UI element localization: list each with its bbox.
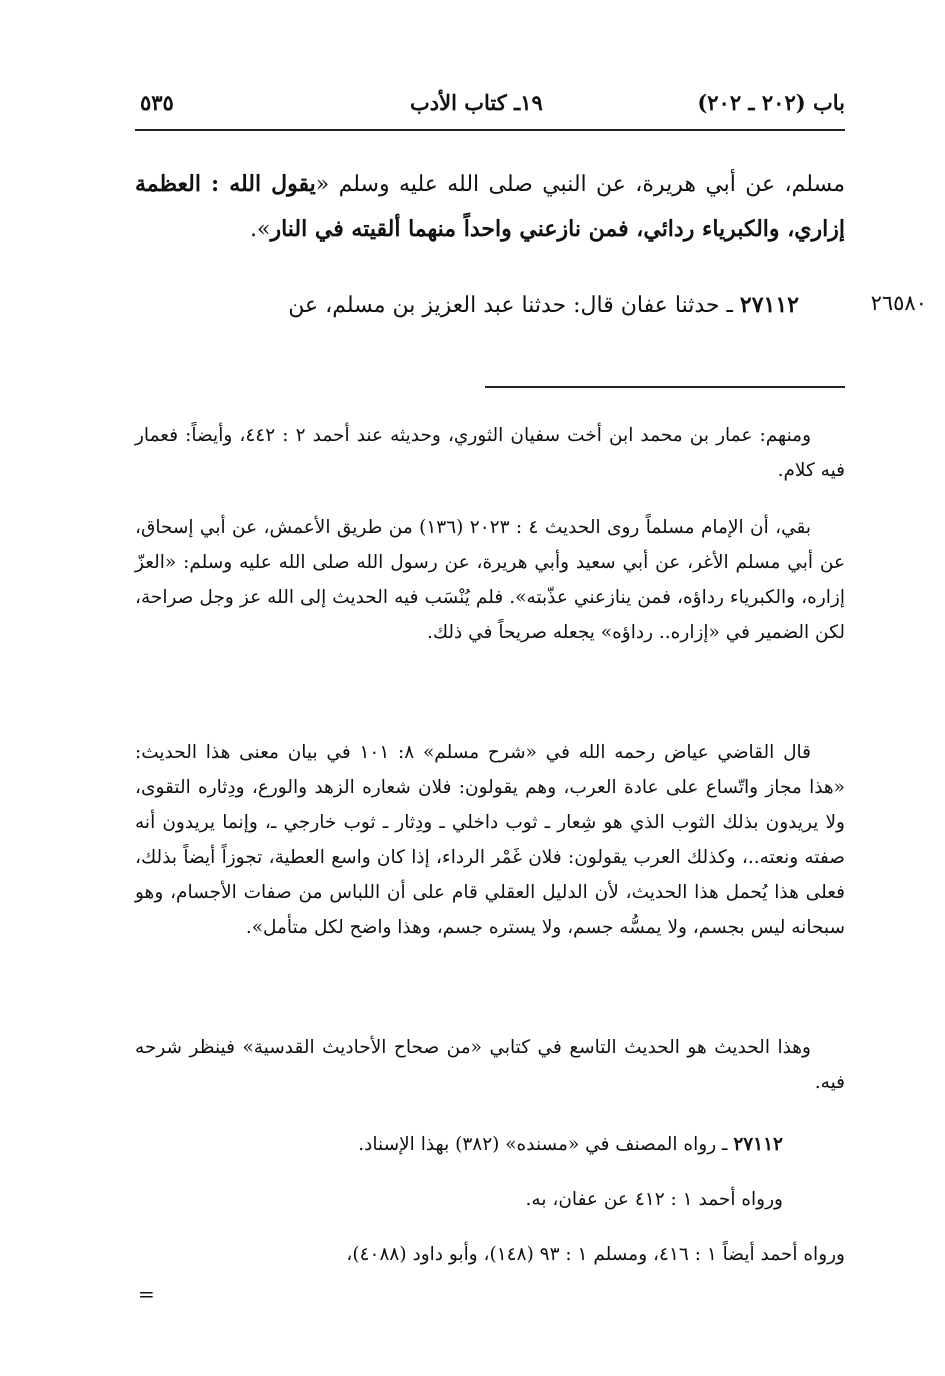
hadith-quote-close: ». bbox=[250, 217, 271, 242]
footnote-paragraph-4: وهذا الحديث هو الحديث التاسع في كتابي «من صحاح الأحاديث القدسية» فينظر شرحه فيه. bbox=[135, 1037, 845, 1093]
hadith-entry bbox=[135, 283, 845, 328]
footnote-paragraph-6: ورواه أحمد ١ : ٤١٢ عن عفان، به. bbox=[525, 1189, 783, 1210]
continuation-mark: = bbox=[138, 1282, 155, 1306]
footnote-source: ـ رواه المصنف في «مسنده» (٣٨٢) بهذا الإسناد. bbox=[358, 1134, 734, 1155]
footnote-separator bbox=[485, 386, 845, 388]
footnote-paragraph-5 bbox=[135, 1127, 845, 1162]
hadith-isnad: ـ حدثنا عفان قال: حدثنا عبد العزيز بن مسلم، عن bbox=[288, 293, 740, 318]
hadith-quote: يقول الله : العظمة إزاري، والكبرياء ردائي، فمن نازعني واحداً منهما ألقيته في النار bbox=[135, 171, 845, 242]
footnote-paragraph-3: قال القاضي عياض رحمه الله في «شرح مسلم» ٨: ١٠١ في بيان معنى هذا الحديث: «هذا مجاز واتّساع على عادة العرب، وهم يقولون: فلان شعاره الزهد والورع، ودِثاره التقوى، ولا يريدون بذلك الثوب الذي هو شِعار ـ ثوب داخلي ـ ودِثار ـ ثوب خارجي ـ، وإنما يريدون أنه صفته ونعته..، وكذلك العرب يقولون: فلان غَمْر الرداء، إذا كان واسع العطية، تجوزاً أيضاً بذلك، فعلى هذا يُحمل هذا الحديث، لأن الدليل العقلي قام على أن اللباس من صفات الأجسام، وهو سبحانه ليس بجسم، ولا يمسُّه جسم، ولا يستره جسم، وهذا واضح لكل متأمل». bbox=[135, 742, 845, 938]
chapter-heading: باب (٢٠٢ ـ ٢٠٢) bbox=[697, 90, 845, 115]
hadith-text-continued bbox=[135, 162, 845, 252]
footnote-hadith-number: ٢٧١١٢ bbox=[733, 1134, 783, 1155]
header-rule bbox=[135, 129, 845, 131]
hadith-intro: مسلم، عن أبي هريرة، عن النبي صلى الله عليه وسلم « bbox=[315, 172, 845, 197]
page-number: ٥٣٥ bbox=[140, 90, 174, 115]
footnote-paragraph-1: ومنهم: عمار بن محمد ابن أخت سفيان الثوري، وحديثه عند أحمد ٢ : ٤٤٢، وأيضاً: فعمار فيه كلام. bbox=[135, 425, 845, 481]
footnote-paragraph-2: بقي، أن الإمام مسلماً روى الحديث ٤ : ٢٠٢٣ (١٣٦) من طريق الأعمش، عن أبي إسحاق، عن أبي مسلم الأغر، عن أبي سعيد وأبي هريرة، عن رسول الله صلى الله عليه وسلم: «العزّ إزاره، والكبرياء رداؤه، فمن ينازعني عذّبته». فلم يُنْسَب فيه الحديث إلى الله عز وجل صراحة، لكن الضمير في «إزاره.. رداؤه» يجعله صريحاً في ذلك. bbox=[135, 517, 845, 643]
hadith-number: ٢٧١١٢ bbox=[739, 292, 799, 318]
footnote-paragraph-7: ورواه أحمد أيضاً ١ : ٤١٦، ومسلم ١ : ٩٣ (١٤٨)، وأبو داود (٤٠٨٨)، bbox=[346, 1244, 845, 1265]
book-title: ١٩ـ كتاب الأدب bbox=[410, 90, 543, 115]
side-reference-number: ٢٦٥٨٠ bbox=[870, 291, 927, 315]
